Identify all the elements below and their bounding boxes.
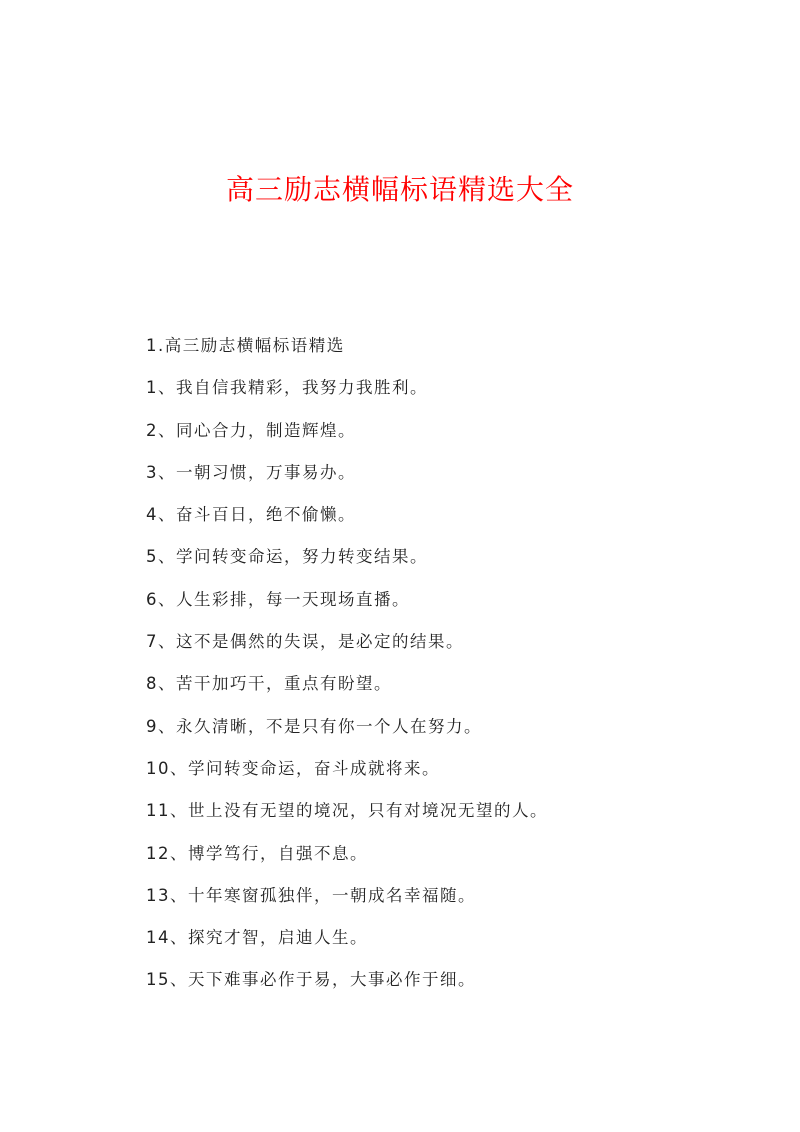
section-heading: 1.高三励志横幅标语精选 (146, 336, 345, 355)
slogan-item-9: 9、永久清晰，不是只有你一个人在努力。 (146, 716, 482, 736)
slogan-item-12: 12、博学笃行，自强不息。 (146, 843, 368, 863)
slogan-item-10: 10、学问转变命运，奋斗成就将来。 (146, 758, 440, 778)
slogan-item-3: 3、一朝习惯，万事易办。 (146, 462, 356, 482)
slogan-item-7: 7、这不是偶然的失误，是必定的结果。 (146, 632, 464, 652)
slogan-item-13: 13、十年寒窗孤独伴，一朝成名幸福随。 (146, 885, 476, 905)
slogan-item-8: 8、苦干加巧干，重点有盼望。 (146, 674, 392, 694)
slogan-item-14: 14、探究才智，启迪人生。 (146, 928, 368, 948)
document-body (146, 325, 746, 1002)
slogan-item-1: 1、我自信我精彩，我努力我胜利。 (146, 378, 428, 398)
slogan-item-2: 2、同心合力，制造辉煌。 (146, 420, 356, 440)
slogan-item-5: 5、学问转变命运，努力转变结果。 (146, 547, 428, 567)
slogan-item-11: 11、世上没有无望的境况，只有对境况无望的人。 (146, 801, 548, 821)
slogan-item-15: 15、天下难事必作于易，大事必作于细。 (146, 970, 476, 990)
slogan-item-6: 6、人生彩排，每一天现场直播。 (146, 589, 410, 609)
slogan-item-4: 4、奋斗百日，绝不偷懒。 (146, 505, 356, 525)
document-title: 高三励志横幅标语精选大全 (225, 173, 574, 206)
